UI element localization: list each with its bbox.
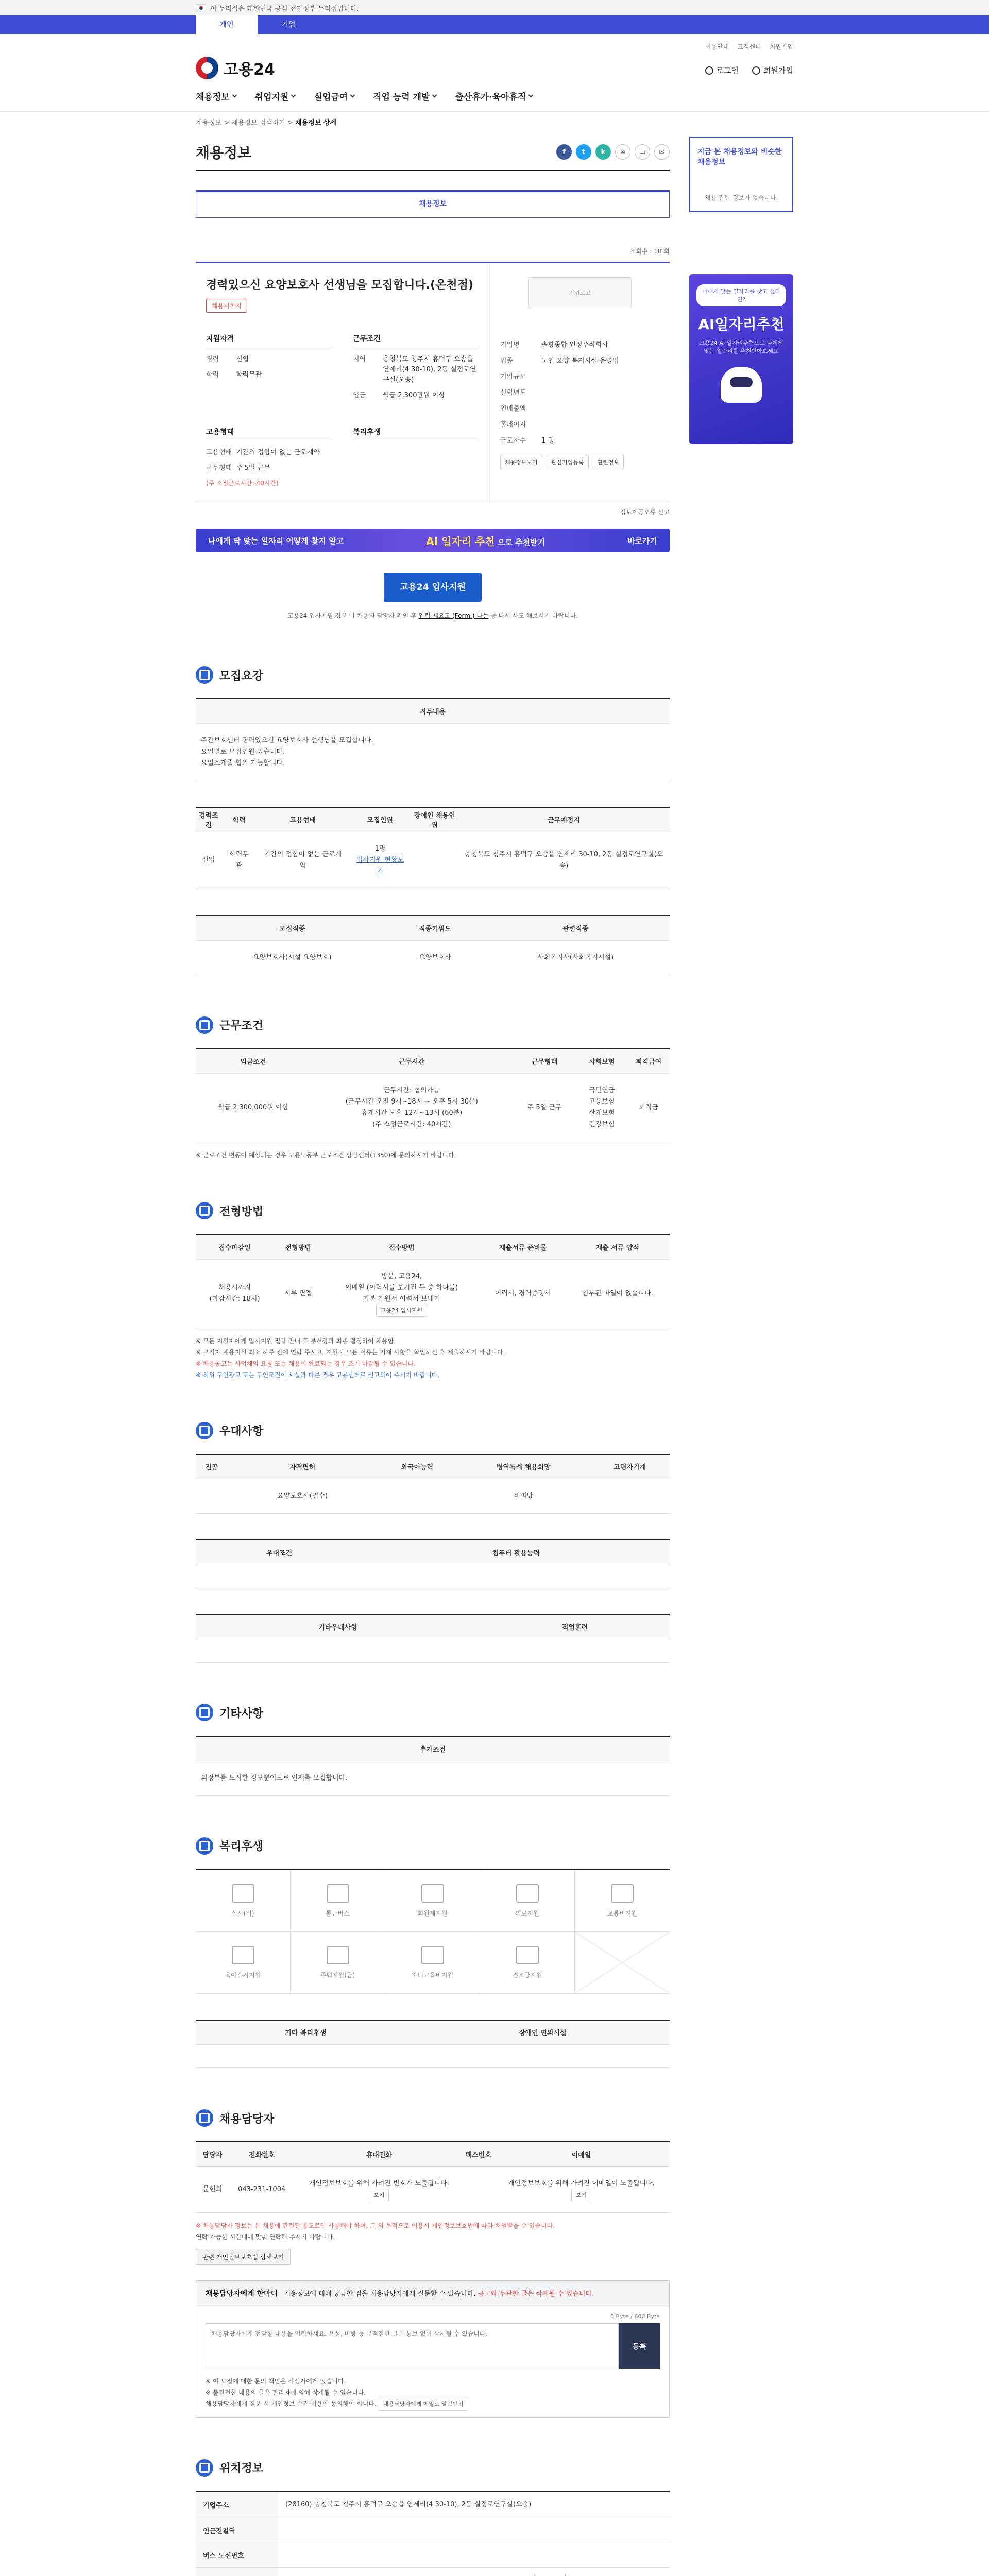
th: 인근전철역 — [196, 2518, 278, 2543]
td — [278, 2567, 670, 2576]
message-input[interactable]: 채용담당자에게 전달할 내용을 입력하세요. 욕설, 비방 등 부적절한 글은 통보 없이 삭제될 수 있습니다. — [206, 2323, 619, 2369]
work-hours-note: (주 소정근로시간: 40시간) — [206, 480, 279, 487]
td: 요양보호사(필수) — [228, 1479, 378, 1514]
th: 이메일 — [493, 2142, 670, 2166]
etc-icon — [196, 1704, 213, 1721]
gov-emblem-icon — [196, 57, 218, 79]
apply-note — [196, 611, 670, 620]
td: 퇴직금 — [627, 1074, 670, 1142]
th: 자격면허 — [228, 1454, 378, 1479]
view-email-button[interactable]: 보기 — [571, 2189, 591, 2201]
th: 전화번호 — [229, 2142, 294, 2166]
welfare-label: 육아휴직지원 — [225, 1971, 261, 1979]
note-line: ※ 채용공고는 사업체의 요청 또는 채용이 완료되는 경우 조기 마감될 수 있습니다. — [196, 1360, 416, 1367]
ad-tail: 으로 추천받기 — [497, 537, 545, 547]
transport-icon — [611, 1884, 634, 1903]
toggle-business[interactable]: 기업 — [281, 21, 296, 29]
welfare-congrats — [480, 1932, 575, 1994]
section-title: 모집요강 — [219, 669, 264, 683]
nav-label: 출산휴가·육아휴직 — [455, 92, 526, 103]
td: 근무시간: 협의가능 (근무시간 오전 9시~18시 ~ 오후 5시 30분) 휴게시간 오후 12시~13시 (60분) (주 소정근로시간: 40시간) — [311, 1074, 513, 1142]
etc-table — [196, 1736, 670, 1796]
similar-jobs-empty: 채용 관련 정보가 없습니다. — [704, 194, 778, 201]
th: 전공 — [196, 1454, 228, 1479]
td — [196, 1639, 480, 1663]
message-title: 채용담당자에게 한마디 — [206, 2289, 278, 2298]
th: 근무예정지 — [458, 807, 670, 832]
td: 채용시까지 (마감시간: 18시) — [196, 1259, 274, 1328]
table-row — [196, 2492, 670, 2518]
ad-highlight: AI 일자리 추천 — [426, 535, 495, 548]
th: 고용형태 — [257, 807, 349, 832]
note-line: ※ 모든 지원자에게 입사지원 절차 안내 후 부서장과 최종 결정하여 채용함 — [196, 1337, 394, 1345]
utility-menu — [705, 42, 793, 51]
td — [196, 2045, 415, 2068]
preference-table-3 — [196, 1614, 670, 1663]
th: 임금조건 — [196, 1049, 311, 1074]
user-type-toggle — [0, 15, 989, 34]
contact-notes — [196, 2220, 670, 2243]
td — [196, 1565, 363, 1588]
th: 고령자기계 — [590, 1454, 670, 1479]
th: 근무형태 — [513, 1049, 576, 1074]
td: 신입 — [196, 832, 221, 889]
apply-button[interactable]: 고용24 입사지원 — [384, 573, 482, 602]
contact-table — [196, 2141, 670, 2213]
breadcrumb-current: 채용정보 상세 — [295, 119, 337, 127]
table-row — [196, 1074, 670, 1142]
duty-table — [196, 698, 670, 781]
conditions-section — [196, 1016, 670, 1161]
login-button[interactable] — [705, 65, 739, 76]
link-icon[interactable]: ∞ — [615, 144, 630, 160]
welfare-education — [385, 1932, 480, 1994]
favorite-company-button[interactable]: 관심기업등록 — [547, 455, 589, 469]
th: 퇴직급여 — [627, 1049, 670, 1074]
table-row — [196, 940, 670, 975]
th: 장애인 채용인원 — [412, 807, 458, 832]
main-nav — [196, 90, 533, 103]
recruit-table — [196, 807, 670, 890]
welfare-label: 회원제지원 — [417, 1909, 448, 1917]
welfare-label: 경조금지원 — [512, 1971, 542, 1979]
td — [480, 1639, 670, 1663]
process-notes — [196, 1335, 670, 1381]
nav-leave[interactable] — [455, 90, 533, 103]
note-line: ※ 채용담당자 정보는 본 채용에 관련된 용도로만 사용해야 하며, 그 외 목적으로 이용시 개인정보보호법에 따라 처벌받을 수 있습니다. — [196, 2222, 555, 2229]
td: 043-231-1004 — [229, 2166, 294, 2212]
process-icon — [196, 1202, 213, 1219]
job-summary — [196, 262, 670, 502]
section-title: 근무조건 — [219, 1020, 264, 1032]
education-value: 학력무관 — [236, 371, 262, 379]
welfare-label: 의료지원 — [515, 1909, 539, 1917]
th: 접수마감일 — [196, 1234, 274, 1259]
th: 직업훈련 — [480, 1615, 670, 1639]
conditions-table — [196, 1048, 670, 1143]
td: 첨부된 파일이 없습니다. — [566, 1259, 670, 1328]
nav-label: 실업급여 — [314, 92, 348, 103]
childcare-icon — [232, 1946, 254, 1964]
td — [363, 1565, 670, 1588]
ai-recommend-banner[interactable] — [196, 529, 670, 552]
td: 기간의 정함이 없는 근로계약 — [257, 832, 349, 889]
gov-banner — [0, 0, 989, 15]
occupation-table — [196, 915, 670, 975]
subway — [278, 2518, 670, 2543]
td — [322, 1259, 480, 1328]
table-row — [196, 2567, 670, 2576]
td — [349, 832, 412, 889]
table-row — [196, 1259, 670, 1328]
welfare-table — [196, 2020, 670, 2069]
welfare-meal — [196, 1870, 291, 1932]
section-title: 우대사항 — [219, 1425, 264, 1438]
section-title: 위치정보 — [219, 2462, 264, 2475]
email-hidden: 개인정보보호를 위해 가려진 이메일이 노출됩니다. — [508, 2179, 655, 2188]
td: 서류 면접 — [274, 1259, 322, 1328]
gov-banner-text: 이 누리집은 대한민국 공식 전자정부 누리집입니다. — [210, 5, 359, 13]
welfare-medical — [480, 1870, 575, 1932]
company-jobs-button[interactable]: 채용정보보기 — [500, 455, 542, 469]
table-row — [196, 2045, 670, 2068]
location-table — [196, 2491, 670, 2576]
message-box — [196, 2280, 670, 2418]
table-row — [196, 1479, 670, 1514]
membership-icon — [421, 1884, 444, 1903]
employment-heading: 고용형태 — [206, 427, 332, 440]
th: 근무시간 — [311, 1049, 513, 1074]
note-line: ※ 이 모집에 대한 문의 책임은 작성자에게 있습니다. — [206, 2377, 346, 2385]
th: 접수방법 — [322, 1234, 480, 1259]
td — [590, 1479, 670, 1514]
nav-label: 채용정보 — [196, 92, 230, 103]
ad-lead: 나에게 딱 맞는 일자리 어떻게 찾지 알고 — [208, 536, 344, 546]
welfare-icon — [196, 1837, 213, 1855]
chevron-down-icon — [291, 93, 296, 98]
note-line: 채용담당자에게 질문 시 개인정보 수집·이용에 동의해야 합니다. — [206, 2400, 377, 2408]
mobile-hidden: 개인정보보호를 위해 가려진 번호가 노출됩니다. — [309, 2179, 449, 2188]
table-row — [196, 832, 670, 889]
th: 경력조건 — [196, 807, 221, 832]
label: 경력 — [206, 355, 219, 363]
chevron-down-icon — [232, 93, 237, 98]
welfare-bus — [291, 1870, 385, 1932]
th: 기업주소 — [196, 2492, 278, 2518]
th: 제출서류 준비물 — [481, 1234, 566, 1259]
preference-table — [196, 1454, 670, 1514]
note-line: ※ 허위 구인광고 또는 구인조건이 사실과 다른 경우 고용센터로 신고하여 주시기 바랍니다. — [196, 1371, 440, 1379]
welfare-label: 주택지원(금) — [320, 1971, 355, 1979]
breadcrumb — [196, 112, 793, 134]
side-ad-desc: 고용24 AI 일자리추천으로 나에게 맞는 일자리를 추천받아보세요 — [699, 340, 783, 354]
td — [415, 2045, 670, 2068]
company-address: (28160) 충청북도 청주시 흥덕구 오송읍 연제리(4 30-10), 2동 실정로연구실(오송) — [278, 2492, 670, 2518]
preference-table-2 — [196, 1539, 670, 1588]
th: 추가조건 — [196, 1736, 670, 1761]
th: 관련직종 — [481, 916, 670, 940]
notify-checkbox[interactable]: 채용담당자에게 메일로 알림받기 — [379, 2398, 468, 2411]
label: 지역 — [353, 355, 366, 363]
th: 직무내용 — [196, 699, 670, 723]
gift-icon — [516, 1946, 539, 1964]
ai-recommend-side-ad[interactable] — [689, 274, 793, 444]
qualification-heading: 지원자격 — [206, 333, 332, 347]
note-line: 연락 가능한 시간대에 맞춰 연락해 주시기 바랍니다. — [196, 2233, 335, 2241]
meal-icon — [232, 1884, 254, 1903]
th: 팩스번호 — [464, 2142, 493, 2166]
th — [196, 2567, 278, 2576]
lock-icon — [705, 66, 713, 75]
welfare-grid — [196, 1869, 670, 1994]
welfare-label: 교통비지원 — [607, 1909, 637, 1917]
th: 버스 노선번호 — [196, 2543, 278, 2567]
td — [493, 2166, 670, 2212]
note-line: ※ 구직자 채용지원 최소 하루 전에 연락 주시고, 지원시 모든 서류는 기재 사항을 확인하신 후 제출하시기 바랍니다. — [196, 1348, 505, 1356]
report-error-link[interactable]: 정보제공오류 신고 — [620, 509, 670, 516]
th: 사회보험 — [576, 1049, 628, 1074]
login-label: 로그인 — [716, 66, 739, 75]
company-logo-placeholder: 기업로고 — [528, 277, 632, 308]
deadline-badge: 채용시까지 — [206, 299, 247, 313]
util-help[interactable]: 고객센터 — [737, 43, 761, 50]
nav-jobs[interactable] — [196, 90, 236, 103]
user-icon — [752, 66, 760, 75]
apply-note-b: 등 다시 사도 해보시기 바랍니다. — [490, 612, 578, 619]
apply-note-link[interactable]: 입력 세요고 (Form.) 다는 — [418, 612, 489, 619]
headcount: 1명 — [374, 845, 386, 853]
label: 학력 — [206, 371, 219, 379]
robot-icon — [721, 367, 762, 403]
table-row — [196, 1761, 670, 1795]
breadcrumb-path[interactable]: 채용정보 > 채용정보 검색하기 > — [196, 119, 296, 127]
td: 비희망 — [457, 1479, 590, 1514]
conditions-heading: 근무조건 — [353, 333, 479, 347]
chevron-down-icon — [528, 93, 534, 98]
apply-button-small[interactable]: 고용24 입사지원 — [376, 1304, 427, 1317]
bus — [278, 2543, 670, 2567]
td — [377, 1479, 457, 1514]
view-count: 조회수 : 10 회 — [629, 248, 670, 255]
logo-text: 고용24 — [224, 61, 275, 79]
td — [294, 2166, 464, 2212]
employment-value: 기간의 정함이 없는 근로계약 — [236, 449, 320, 456]
welfare-heading: 복리후생 — [353, 427, 479, 440]
label: 설립년도 — [500, 389, 526, 397]
share-buttons — [556, 144, 670, 160]
site-logo[interactable] — [196, 57, 275, 79]
section-title: 기타사항 — [219, 1707, 264, 1720]
company-name: 솔향종합 인정주식회사 — [541, 341, 608, 349]
join-button[interactable] — [752, 65, 793, 76]
contact-section — [196, 2109, 670, 2418]
location-icon — [196, 2459, 213, 2477]
label: 홈페이지 — [500, 421, 526, 429]
medical-icon — [516, 1884, 539, 1903]
th: 휴대전화 — [294, 2142, 464, 2166]
similar-jobs-title: 지금 본 채용정보와 비슷한 채용정보 — [697, 148, 782, 166]
welfare-membership — [385, 1870, 480, 1932]
facebook-icon[interactable]: f — [556, 144, 572, 160]
chevron-down-icon — [432, 93, 437, 98]
th: 컴퓨터 활용능력 — [363, 1540, 670, 1565]
label: 고용형태 — [206, 449, 232, 456]
print-icon[interactable]: ▭ — [635, 144, 650, 160]
view-mobile-button[interactable]: 보기 — [369, 2189, 389, 2201]
similar-jobs-box — [689, 137, 793, 212]
td — [412, 832, 458, 889]
td: 사회복지사(사회복지시설) — [481, 940, 670, 975]
welfare-label: 식사(비) — [231, 1909, 254, 1917]
th: 기타 복리후생 — [196, 2020, 415, 2045]
korea-flag-icon — [196, 4, 206, 11]
label: 근무형태 — [206, 464, 232, 472]
td: 주 5일 근무 — [513, 1074, 576, 1142]
section-title: 전형방법 — [219, 1205, 264, 1218]
kakao-icon[interactable]: k — [595, 144, 611, 160]
house-icon — [327, 1946, 349, 1964]
table-row — [196, 2543, 670, 2567]
register-button[interactable]: 등록 — [619, 2323, 660, 2369]
td: 국민연금 고용보험 산재보험 건강보험 — [576, 1074, 628, 1142]
nav-label: 직업 능력 개발 — [373, 92, 430, 103]
welfare-label: 통근버스 — [326, 1909, 350, 1917]
process-table — [196, 1234, 670, 1328]
th: 기타우대사항 — [196, 1615, 480, 1639]
welfare-section — [196, 1837, 670, 2069]
job-title: 경력있으신 요양보호사 선생님을 모집합니다.(온천점) — [206, 279, 473, 292]
apply-status-link[interactable]: 입사지원 현황보기 — [356, 856, 404, 875]
preference-section — [196, 1422, 670, 1663]
education-icon — [421, 1946, 444, 1964]
location-section — [196, 2459, 670, 2576]
table-row — [196, 1639, 670, 1663]
label: 기업규모 — [500, 373, 526, 381]
td: 이력서, 경력증명서 — [481, 1259, 566, 1328]
user-actions — [705, 65, 793, 76]
th: 우대조건 — [196, 1540, 363, 1565]
note-line: ※ 불건전한 내용의 글은 관리자에 의해 삭제될 수 있습니다. — [206, 2388, 366, 2396]
preference-icon — [196, 1422, 213, 1439]
page-title: 채용정보 — [196, 144, 252, 161]
join-label: 회원가입 — [763, 66, 793, 75]
label: 연매출액 — [500, 405, 526, 413]
nav-support[interactable] — [255, 90, 296, 103]
td — [196, 1479, 228, 1514]
td — [464, 2166, 493, 2212]
th: 학력 — [221, 807, 257, 832]
process-section — [196, 1202, 670, 1381]
twitter-icon[interactable]: t — [576, 144, 591, 160]
util-join[interactable]: 회원가입 — [769, 43, 793, 50]
th: 병역특례 채용희망 — [457, 1454, 590, 1479]
th: 제출 서류 양식 — [566, 1234, 670, 1259]
site-header — [0, 34, 989, 112]
apply-methods: 방문, 고용24, 이메일 (이력서를 보기전 두 중 하나를) 기본 지원서 이력서 보내기 — [345, 1272, 458, 1303]
th: 직종키워드 — [389, 916, 482, 940]
mail-icon[interactable]: ✉ — [654, 144, 670, 160]
th: 모집인원 — [349, 807, 412, 832]
conditions-icon — [196, 1016, 213, 1034]
employee-count: 1 명 — [541, 437, 554, 445]
th: 전형방법 — [274, 1234, 322, 1259]
area-value: 충청북도 청주시 흥덕구 오송읍 연제리(4 30-10), 2동 실정로연구실(오송) — [383, 355, 476, 384]
util-guide[interactable]: 이용안내 — [705, 43, 729, 50]
table-row — [196, 2518, 670, 2543]
industry: 노인 요양 복지시설 운영업 — [541, 357, 619, 365]
welfare-housing — [291, 1932, 385, 1994]
label: 업종 — [500, 357, 514, 365]
th: 모집직종 — [196, 916, 389, 940]
privacy-law-button[interactable]: 관련 개인정보보호법 상세보기 — [196, 2249, 291, 2265]
etc-content: 의정부를 도시한 정보뿐이므로 인재를 모집합니다. — [196, 1761, 670, 1795]
work-type-value: 주 5일 근무 — [236, 464, 270, 472]
th: 외국어능력 — [377, 1454, 457, 1479]
duty-content: 주간보호센터 경력있으신 요양보호사 선생님을 모집합니다. 요일별로 모집인원 있습니다. 요일스케쥴 협의 가능합니다. — [196, 723, 670, 781]
toggle-personal[interactable]: 개인 — [196, 15, 258, 34]
welfare-label: 자녀교육비지원 — [411, 1971, 454, 1979]
table-row — [196, 2166, 670, 2212]
chevron-down-icon — [350, 93, 355, 98]
sidebar — [689, 134, 793, 2576]
td: 요양보호사(시설 요양보호) — [196, 940, 389, 975]
td: 충청북도 청주시 흥덕구 오송읍 연제리 30-10, 2동 실정로연구실(오송) — [458, 832, 670, 889]
section-title: 복리후생 — [219, 1840, 264, 1853]
table-row — [196, 1565, 670, 1588]
wage-value: 월급 2,300만원 이상 — [383, 392, 445, 399]
message-desc: 채용정보에 대해 궁금한 점을 채용담당자에게 질문할 수 있습니다. — [284, 2290, 476, 2298]
bus-icon — [327, 1884, 349, 1903]
contact-icon — [196, 2109, 213, 2127]
experience-value: 신입 — [236, 355, 249, 363]
section-title: 채용담당자 — [219, 2112, 275, 2126]
label: 임금 — [353, 392, 366, 399]
side-ad-title: AI일자리추천 — [698, 316, 785, 333]
recruit-section — [196, 666, 670, 975]
apply-note-a: 고용24 입사지원 경우 이 채용의 담당자 확인 후 — [287, 612, 417, 619]
label: 기업명 — [500, 341, 520, 349]
th: 장애인 편의시설 — [415, 2020, 670, 2045]
conditions-note: ※ 근로조건 변동이 예상되는 경우 고용노동부 근로조건 상담센터(1350)에 문의하시기 바랍니다. — [196, 1151, 456, 1159]
nav-unemployment[interactable] — [314, 90, 354, 103]
ad-go-button[interactable]: 바로가기 — [627, 536, 657, 546]
etc-section — [196, 1704, 670, 1796]
label: 근로자수 — [500, 437, 526, 445]
byte-counter: 0 Byte / 600 Byte — [610, 2313, 660, 2320]
related-info-button[interactable]: 관련정보 — [593, 455, 624, 469]
recruit-icon — [196, 666, 213, 684]
td: 학력무관 — [221, 832, 257, 889]
td: 월급 2,300,000원 이상 — [196, 1074, 311, 1142]
nav-label: 취업지원 — [254, 92, 289, 103]
th: 담당자 — [196, 2142, 229, 2166]
message-warning: 공고와 무관한 글은 삭제될 수 있습니다. — [478, 2290, 594, 2298]
main-content — [196, 134, 670, 2576]
td: 문현희 — [196, 2166, 229, 2212]
td: 요양보호사 — [389, 940, 482, 975]
side-ad-pill: 나에게 맞는 일자리를 찾고 싶다면? — [696, 284, 786, 306]
tab-job-info[interactable]: 채용정보 — [196, 190, 670, 218]
welfare-empty — [575, 1932, 670, 1994]
nav-training[interactable] — [373, 90, 436, 103]
welfare-childcare — [196, 1932, 291, 1994]
welfare-transport — [575, 1870, 670, 1932]
